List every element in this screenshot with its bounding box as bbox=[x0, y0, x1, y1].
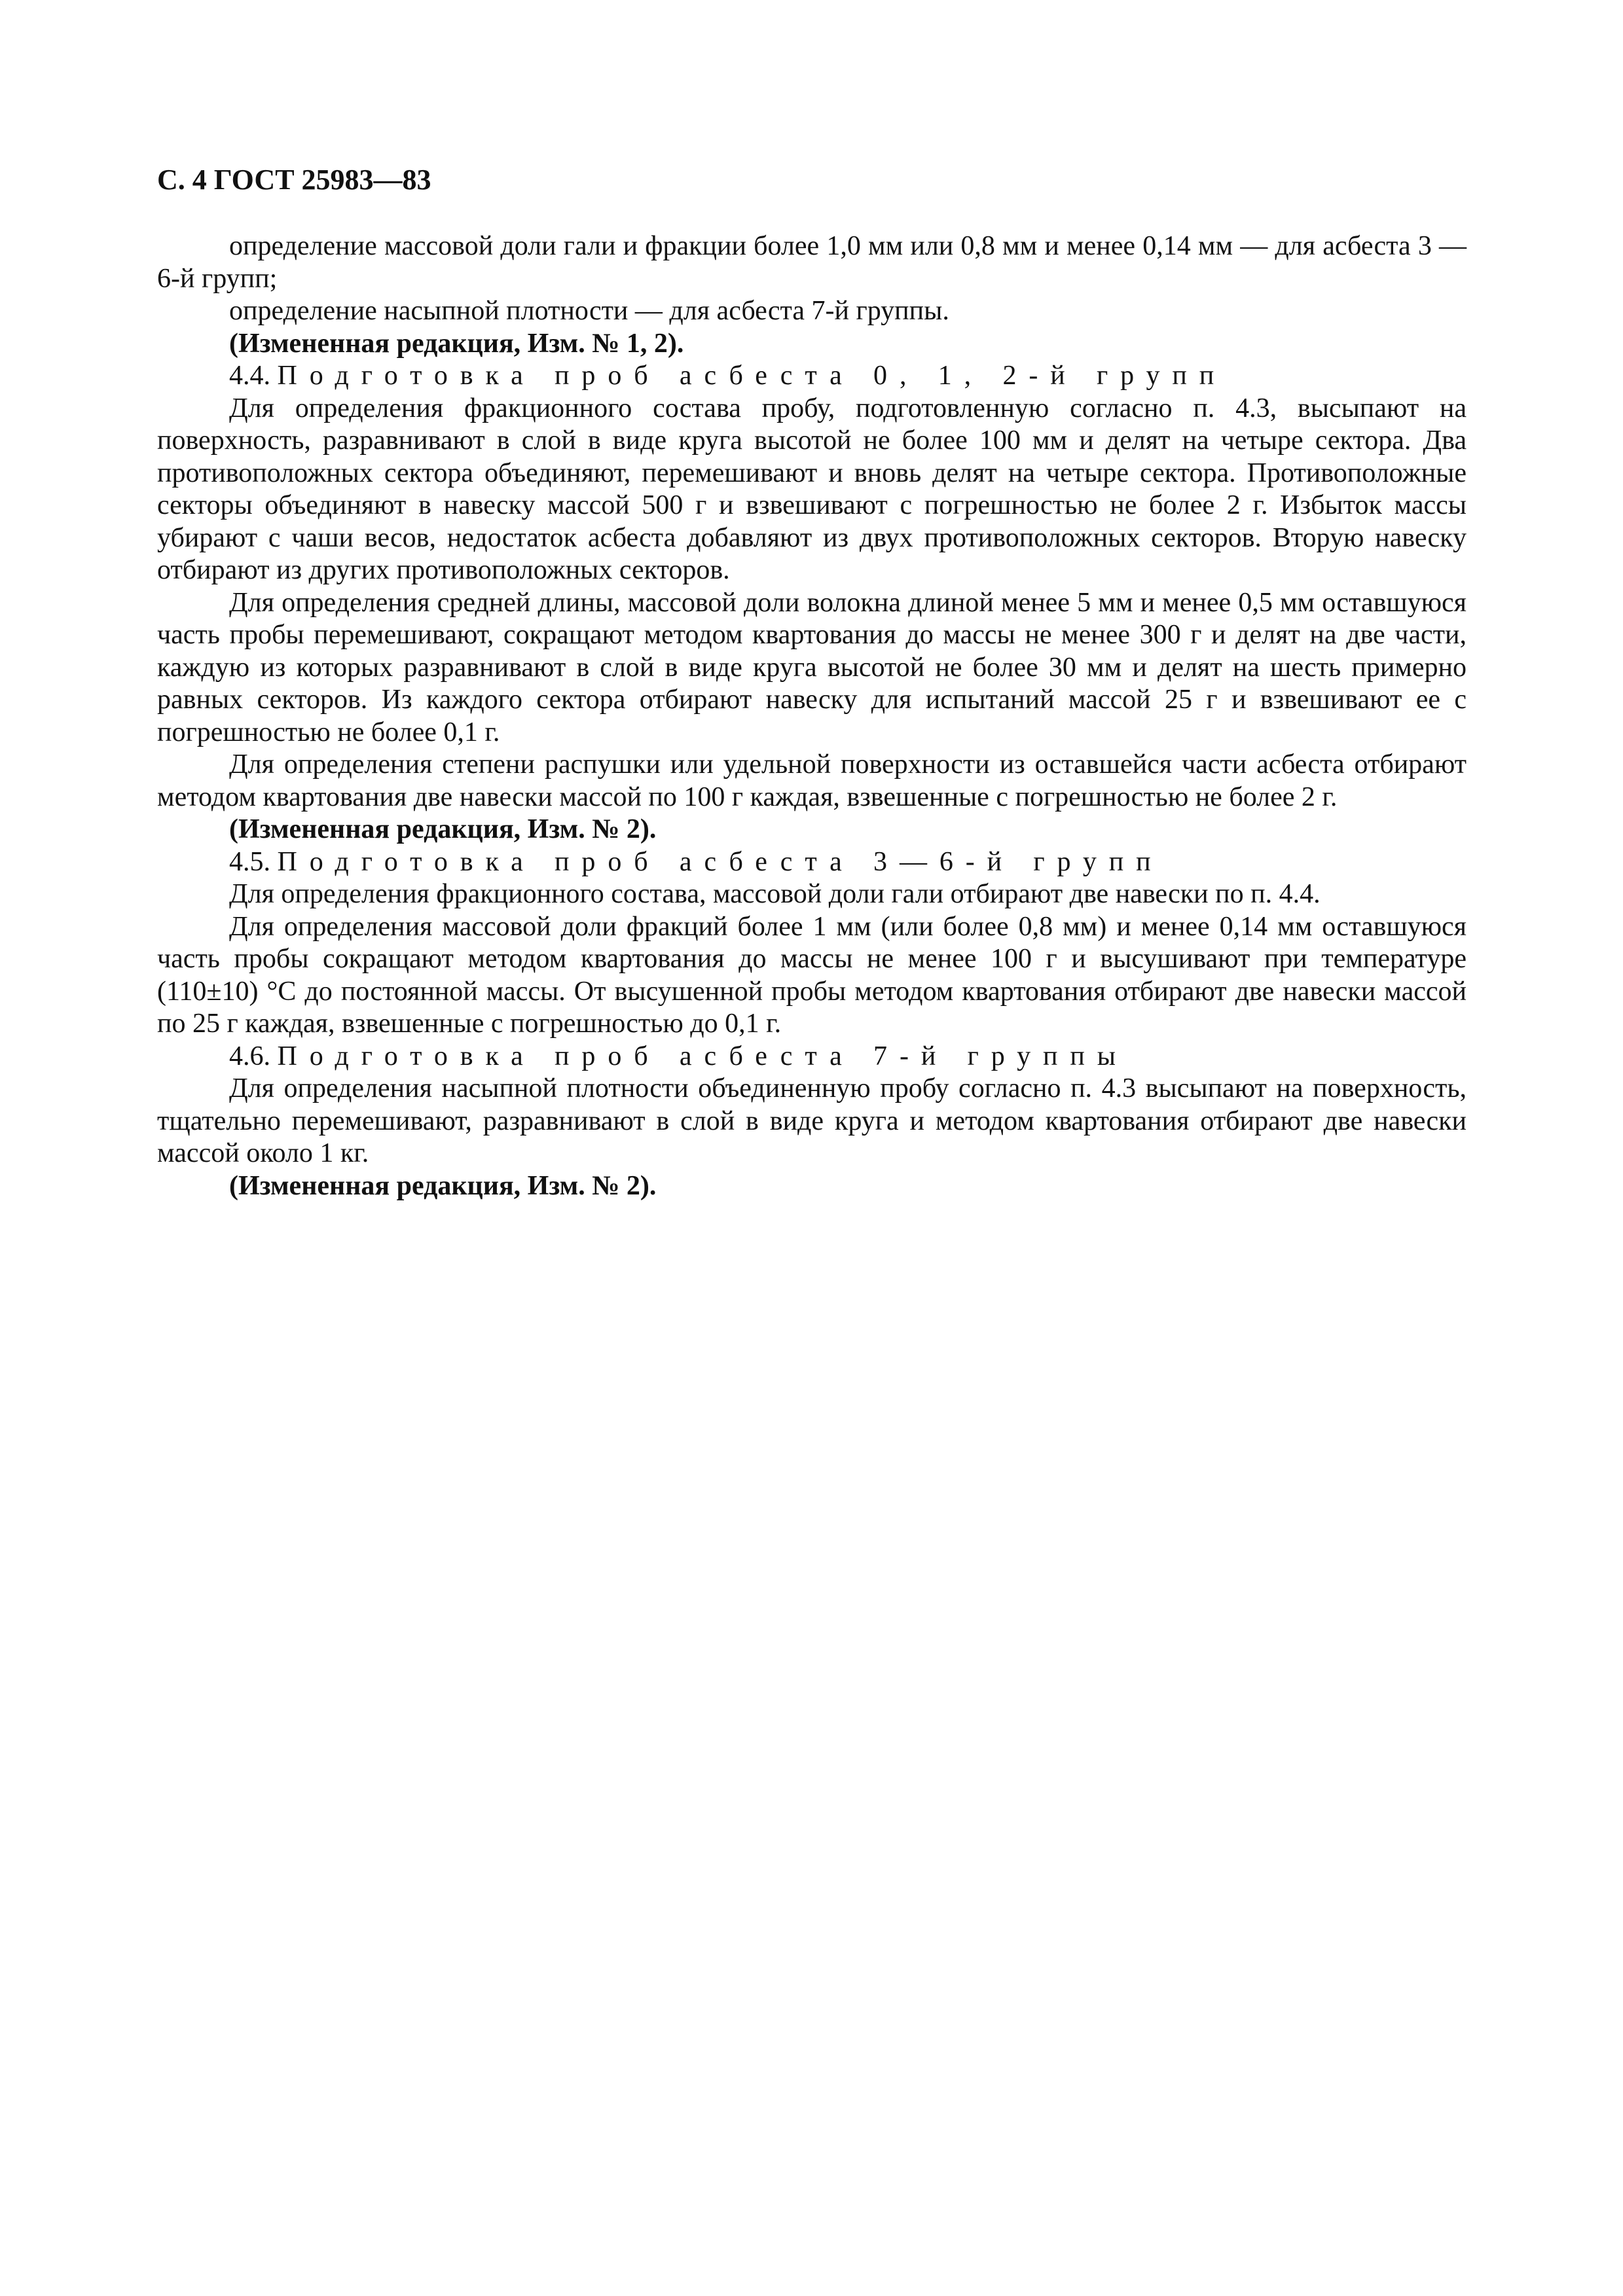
amendment-note: (Измененная редакция, Изм. № 2). bbox=[229, 1170, 657, 1201]
amendment-note: (Измененная редакция, Изм. № 1, 2). bbox=[229, 328, 684, 359]
paragraph: Для определения массовой доли фракций более 1 мм (или более 0,8 мм) и менее 0,14 мм оставшуюся часть пробы сокращают методом квартования до массы не менее 100 г и высушивают при температуре (110±10) °С до постоянной массы. От высушенной пробы методом квартования отбирают две навески массой по 25 г каждая, взвешенные с погрешностью до 0,1 г. bbox=[157, 911, 1467, 1039]
section-heading-4-6 bbox=[157, 1041, 1467, 1073]
section-title: Подготовка проб асбеста 3—6-й групп bbox=[277, 846, 1163, 877]
section-title: Подготовка проб асбеста 7-й группы bbox=[277, 1041, 1128, 1071]
paragraph: Для определения средней длины, массовой доли волокна длиной менее 5 мм и менее 0,5 мм оставшуюся часть пробы перемешивают, сокращают методом квартования до массы не менее 300 г и делят на две части, каждую из которых разравнивают в слой в виде круга высотой не более 30 мм и делят на шесть примерно равных секторов. Из каждого сектора отбирают навеску для испытаний массой 25 г и взвешивают ее с погрешностью не более 0,1 г. bbox=[157, 587, 1467, 747]
section-number: 4.4. bbox=[229, 361, 270, 391]
paragraph: определение массовой доли гали и фракции более 1,0 мм или 0,8 мм и менее 0,14 мм — для асбеста 3 — 6-й групп; bbox=[157, 231, 1467, 294]
section-title: Подготовка проб асбеста 0, 1, 2-й групп bbox=[277, 361, 1227, 391]
section-number: 4.6. bbox=[229, 1041, 270, 1071]
document-body bbox=[157, 230, 1467, 1202]
paragraph: Для определения насыпной плотности объединенную пробу согласно п. 4.3 высыпают на поверхность, тщательно перемешивают, разравнивают в слой в виде круга и методом квартования отбирают две навески массой около 1 кг. bbox=[157, 1073, 1467, 1168]
section-number: 4.5. bbox=[229, 846, 270, 877]
page-header: С. 4 ГОСТ 25983—83 bbox=[157, 164, 431, 196]
amendment-note: (Измененная редакция, Изм. № 2). bbox=[229, 814, 657, 844]
section-heading-4-5 bbox=[157, 846, 1467, 879]
paragraph: Для определения фракционного состава пробу, подготовленную согласно п. 4.3, высыпают на поверхность, разравнивают в слой в виде круга высотой не более 100 мм и делят на четыре сектора. Два противоположных сектора объединяют, перемешивают и вновь делят на четыре сектора. Противоположные секторы объединяют в навеску массой 500 г и взвешивают с погрешностью не более 2 г. Избыток массы убирают с чаши весов, недостаток асбеста добавляют из двух противоположных секторов. Вторую навеску отбирают из других противоположных секторов. bbox=[157, 393, 1467, 585]
paragraph: Для определения степени распушки или удельной поверхности из оставшейся части асбеста отбирают методом квартования две навески массой по 100 г каждая, взвешенные с погрешностью не более 2 г. bbox=[157, 749, 1467, 812]
section-heading-4-4 bbox=[157, 360, 1467, 393]
paragraph: определение насыпной плотности — для асбеста 7-й группы. bbox=[229, 296, 949, 326]
paragraph: Для определения фракционного состава, массовой доли гали отбирают две навески по п. 4.4. bbox=[229, 879, 1321, 909]
